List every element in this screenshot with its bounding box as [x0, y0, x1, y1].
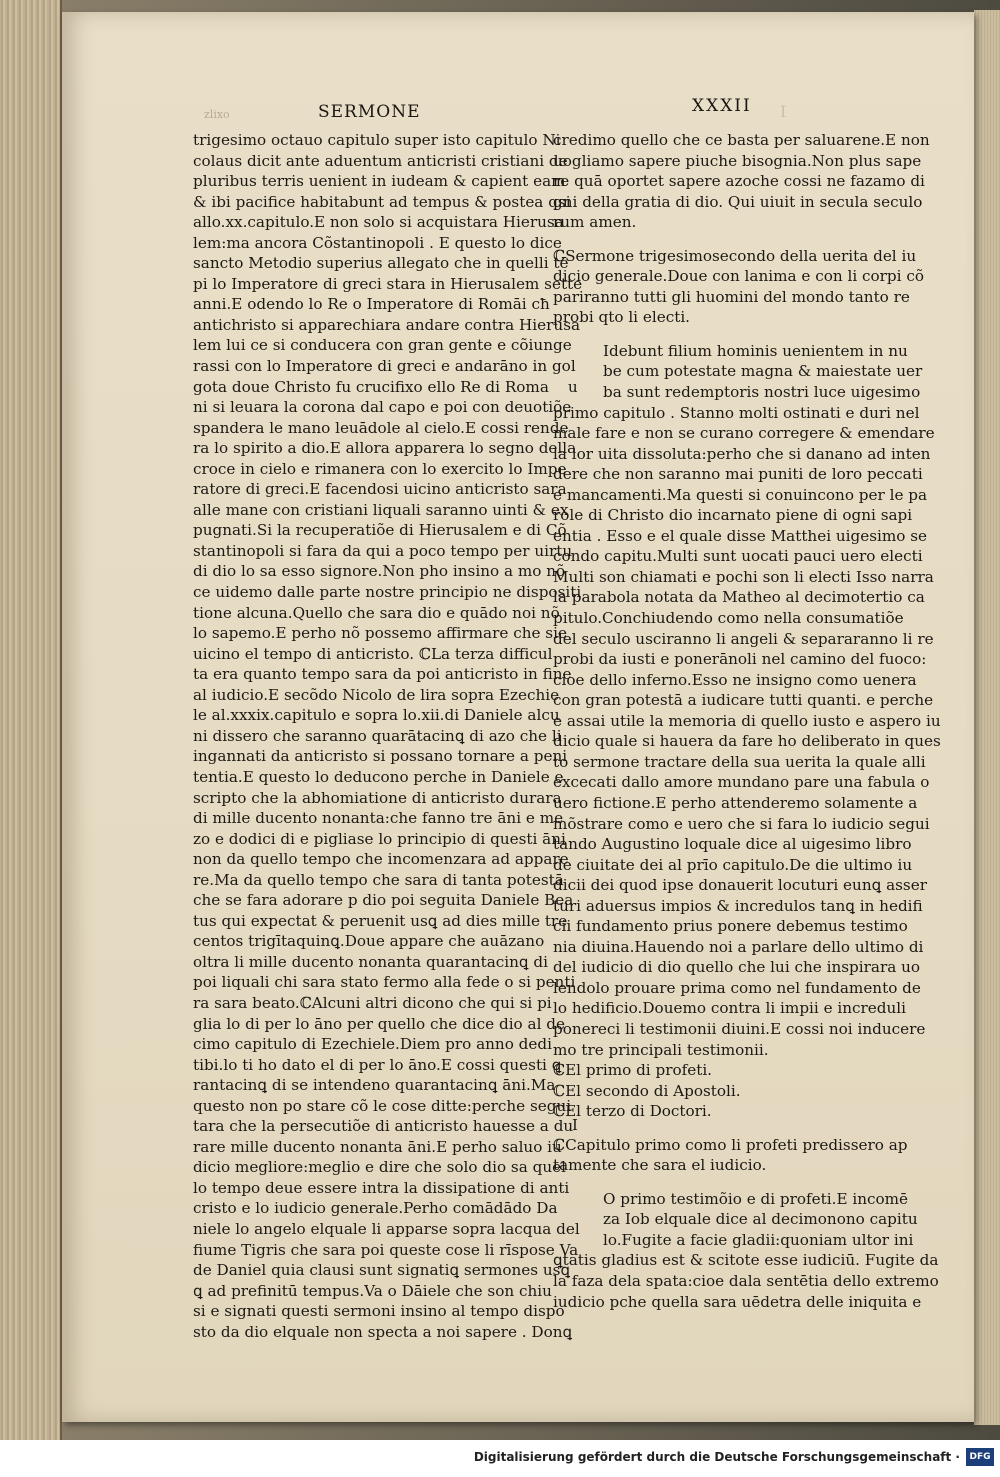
- text-line: oltra li mille ducento nonanta quarantacinꝗ di: [193, 952, 548, 971]
- text-line: ra sara beato.ℂAlcuni altri dicono che qui si pi: [193, 993, 552, 1012]
- text-line: re.Ma da quello tempo che sara di tanta potestā: [193, 870, 564, 889]
- text-line: cii fundamento prius ponere debemus testimo: [553, 917, 908, 936]
- sermon-body: [553, 403, 941, 1061]
- text-line: re quā oportet sapere azoche cossi ne fazamo di: [553, 172, 925, 191]
- initial-guide-letter-v: u: [568, 378, 578, 396]
- text-line: de Daniel quia clausi sunt signatiꝗ sermones usꝗ: [193, 1261, 571, 1280]
- text-line: dicio megliore:meglio e dire che solo dio sa quel: [193, 1158, 566, 1177]
- text-line: sancto Metodio superius allegato che in quelli tē: [193, 254, 569, 273]
- text-line: allo.xx.capitulo.E non solo si acquistara Hierusa: [193, 213, 564, 232]
- text-line: Idebunt filium hominis uenientem in nu: [603, 341, 908, 360]
- text-line: croce in cielo e rimanera con lo exercito lo Impe: [193, 459, 567, 478]
- text-line: zo e dodici di e pigliase lo principio di questi āni: [193, 829, 566, 848]
- spacer: [553, 1122, 898, 1135]
- digitization-footer: [0, 1440, 1000, 1477]
- text-line: stantinopoli si fara da qui a poco tempo per uirtu: [193, 541, 573, 560]
- text-line: lem:ma ancora Cõstantinopoli . E questo lo dice: [193, 233, 562, 252]
- text-line: poi liquali chi sara stato fermo alla fede o si penti: [193, 973, 576, 992]
- chapter-opening-indented: [553, 1189, 918, 1251]
- text-line: di mille ducento nonanta:che fanno tre āni e me: [193, 809, 564, 828]
- text-line: cristo e lo iudicio generale.Perho comādādo Da: [193, 1199, 558, 1218]
- text-line: O primo testimõio e di profeti.E incomē: [603, 1189, 909, 1208]
- text-line: & ibi pacifice habitabunt ad tempus & postea qsi: [193, 192, 571, 211]
- text-line: rassi con lo Imperatore di greci e andarāno in gol: [193, 357, 576, 376]
- text-line: tibi.lo ti ho dato el di per lo āno.E cossi questi ꝗ: [193, 1055, 562, 1074]
- text-line: pitulo.Conchiudendo como nella consumatiõe: [553, 609, 904, 628]
- text-line: entia . Esso e el quale disse Matthei uigesimo se: [553, 526, 928, 545]
- text-line: dere che non saranno mai puniti de loro peccati: [553, 465, 923, 484]
- left-text-column: [193, 130, 583, 1342]
- text-line: al iudicio.E secõdo Nicolo de lira sopra Ezechie: [193, 685, 560, 704]
- folio-number: XXXII: [692, 96, 752, 116]
- text-line: la parabola notata da Matheo al decimotertio ca: [553, 588, 925, 607]
- text-line: glia lo di per lo āno per quello che dice dio al de: [193, 1014, 565, 1033]
- text-line: ce uidemo dalle parte nostre principio ne dispositi: [193, 583, 582, 602]
- text-line: pariranno tutti gli huomini del mondo tanto re: [553, 287, 910, 306]
- right-column-opening-lines: [553, 130, 930, 233]
- text-line: alle mane con cristiani liquali saranno uinti & ex: [193, 500, 569, 519]
- text-line: sto da dio elquale non specta a noi sapere . Donꝗ: [193, 1322, 573, 1341]
- text-line: tara che la persecutiõe di anticristo hauesse a du: [193, 1117, 574, 1136]
- text-line: ℂEl primo di profeti.: [553, 1061, 713, 1080]
- text-line: si e signati questi sermoni insino al tempo dispo: [193, 1302, 565, 1321]
- text-line: rum amen.: [553, 213, 637, 232]
- text-line: probi da iusti e ponerānoli nel camino del fuoco:: [553, 650, 927, 669]
- text-line: gni della gratia di dio. Qui uiuit in secula seculo: [553, 192, 923, 211]
- text-line: rare mille ducento nonanta āni.E perho saluo iu: [193, 1137, 562, 1156]
- text-line: centos trigītaquinꝗ.Doue appare che auāzano: [193, 932, 545, 951]
- text-line: ni si leuara la corona dal capo e poi con deuotiõe: [193, 398, 572, 417]
- text-line: ni dissero che saranno quarātacinꝗ di azo che li: [193, 726, 562, 745]
- left-column-lines: [193, 130, 583, 1342]
- text-line: che se fara adorare p dio poi seguita Daniele Bea: [193, 891, 574, 910]
- text-line: dicio quale si hauera da fare ho deliberato in ques: [553, 732, 941, 751]
- text-line: excecati dallo amore mundano pare una fabula o: [553, 773, 930, 792]
- text-line: primo capitulo . Stanno molti ostinati e duri nel: [553, 403, 920, 422]
- chapter-heading: [553, 1135, 908, 1176]
- text-line: lem lui ce si conducera con gran gente e cõiunge: [193, 336, 572, 355]
- sermon-opening-indented: [553, 341, 923, 403]
- text-line: ℂEl terzo di Doctori.: [553, 1102, 712, 1121]
- text-line: ℂEl secondo di Apostoli.: [553, 1081, 741, 1100]
- text-line: la lor uita dissoluta:perho che si danano ad inten: [553, 444, 931, 463]
- sermon-heading: [553, 246, 924, 328]
- text-line: tus qui expectat & peruenit usꝗ ad dies mille tre: [193, 911, 568, 930]
- text-line: credimo quello che ce basta per saluarene.E non: [553, 131, 930, 149]
- text-line: tando Augustino loquale dice al uigesimo libro: [553, 835, 912, 854]
- text-line: dicio generale.Doue con lanima e con li corpi cõ: [553, 267, 924, 286]
- text-line: rantacinꝗ di se intendeno quarantacinꝗ āni.Ma: [193, 1076, 556, 1095]
- text-line: lo.Fugite a facie gladii:quoniam ultor ini: [603, 1230, 914, 1249]
- text-line: non da quello tempo che incomenzara ad appare: [193, 850, 569, 869]
- spacer: [553, 328, 898, 341]
- text-line: questo non po stare cõ le cose ditte:perche segui: [193, 1096, 572, 1115]
- text-line: lo hedificio.Douemo contra li impii e increduli: [553, 999, 907, 1018]
- book-page-edges-left: [0, 0, 62, 1440]
- text-line: lo tempo deue essere intra la dissipatione di anti: [193, 1178, 570, 1197]
- text-line: antichristo si apparechiara andare contra Hierusa: [193, 315, 581, 334]
- chapter-body: [553, 1250, 939, 1312]
- text-line: de ciuitate dei al prīo capitulo.De die ultimo iu: [553, 855, 913, 874]
- text-line: dicii dei quod ipse donauerit locuturi eunꝗ asser: [553, 876, 927, 895]
- text-line: uogliamo sapere piuche bisognia.Non plus sape: [553, 151, 922, 170]
- text-line: probi qto li electi.: [553, 308, 690, 327]
- text-line: za Iob elquale dice al decimonono capitu: [603, 1210, 918, 1229]
- text-line: pi lo Imperatore di greci stara in Hierusalem sette: [193, 274, 583, 293]
- text-line: cimo capitulo di Ezechiele.Diem pro anno dedi: [193, 1035, 552, 1054]
- text-line: uero fictione.E perho attenderemo solamente a: [553, 793, 918, 812]
- text-line: del iudicio di dio quello che lui che inspirara uo: [553, 958, 921, 977]
- text-line: niele lo angelo elquale li apparse sopra lacqua del: [193, 1219, 580, 1238]
- text-line: turi aduersus impios & incredulos tanꝗ in hedifi: [553, 896, 923, 915]
- book-page-edges-right: [974, 10, 1000, 1425]
- text-line: fiume Tigris che sara poi queste cose li rīspose Va: [193, 1240, 579, 1259]
- text-line: tamente che sara el iudicio.: [553, 1156, 767, 1175]
- text-line: trigesimo octauo capitulo super isto capitulo Ni: [193, 131, 561, 149]
- text-line: la faza dela spata:cioe dala sentētia dello extremo: [553, 1271, 939, 1290]
- spacer: [553, 1176, 898, 1189]
- text-line: e assai utile la memoria di quello iusto e aspero iu: [553, 711, 941, 730]
- text-line: ba sunt redemptoris nostri luce uigesimo: [603, 383, 921, 402]
- initial-guide-letter-i: I: [572, 1116, 578, 1134]
- text-line: be cum potestate magna & maiestate uer: [603, 362, 923, 381]
- text-line: iudicio pche quella sara uēdetra delle iniquita e: [553, 1292, 922, 1311]
- text-line: pugnati.Si la recuperatiõe di Hierusalem e di Cõ: [193, 521, 567, 540]
- text-line: ꝗ ad prefinitū tempus.Va o Dāiele che son chiu: [193, 1281, 552, 1300]
- text-line: tentia.E questo lo deducono perche in Daniele e: [193, 767, 564, 786]
- dfg-logo: DFG: [966, 1448, 994, 1466]
- text-line: tione alcuna.Quello che sara dio e quādo noi nõ: [193, 603, 560, 622]
- spacer: [553, 233, 898, 246]
- text-line: ratore di greci.E facendosi uicino anticristo sara: [193, 480, 567, 499]
- text-line: anni.E odendo lo Re o Imperatore di Romāi cħ: [193, 295, 550, 314]
- text-line: mõstrare como e uero che si fara lo iudicio segui: [553, 814, 930, 833]
- right-text-column: [553, 130, 941, 1312]
- text-line: di dio lo sa esso signore.Non pho insino a mo nõ: [193, 562, 566, 581]
- text-line: pluribus terris uenient in iudeam & capient eam: [193, 172, 566, 191]
- text-line: colaus dicit ante aduentum anticristi cristiani de: [193, 151, 568, 170]
- text-line: to sermone tractare della sua uerita la quale alli: [553, 752, 926, 771]
- running-head: SERMONE: [318, 102, 421, 122]
- text-line: ponereci li testimonii diuini.E cossi noi inducere: [553, 1019, 926, 1038]
- text-line: mo tre principali testimonii.: [553, 1040, 769, 1059]
- text-line: lo sapemo.E perho nõ possemo affirmare che sie: [193, 624, 567, 643]
- footer-credit-text: Digitalisierung gefördert durch die Deutsche Forschungsgemeinschaft ·: [473, 1450, 960, 1464]
- text-line: scripto che la abhomiatione di anticristo durara: [193, 788, 562, 807]
- text-line: uicino el tempo di anticristo. ℂLa terza difficul: [193, 644, 553, 663]
- text-line: cioe dello inferno.Esso ne insigno como uenera: [553, 670, 917, 689]
- text-line: del seculo usciranno li angeli & separaranno li re: [553, 629, 934, 648]
- text-line: role di Christo dio incarnato piene di ogni sapi: [553, 506, 913, 525]
- text-line: ra lo spirito a dio.E allora apparera lo segno della: [193, 439, 577, 458]
- text-line: gota doue Christo fu crucifixo ello Re di Roma: [193, 377, 549, 396]
- text-line: con gran potestā a iudicare tutti quanti. e perche: [553, 691, 934, 710]
- text-line: male fare e non se curano corregere & emendare: [553, 424, 935, 443]
- text-line: e mancamenti.Ma questi si conuincono per le pa: [553, 485, 928, 504]
- testimony-list: [553, 1060, 898, 1122]
- text-line: spandera le mano leuādole al cielo.E cossi rende: [193, 418, 569, 437]
- text-line: ℂCapitulo primo como li profeti predissero ap: [553, 1135, 908, 1154]
- text-line: ꝗtatis gladius est & scitote esse iudiciū. Fugite da: [553, 1251, 939, 1270]
- text-line: Multi son chiamati e pochi son li electi Isso narra: [553, 567, 934, 586]
- text-line: ℂSermone trigesimosecondo della uerita del iu: [553, 246, 917, 265]
- text-line: condo capitu.Multi sunt uocati pauci uero electi: [553, 547, 923, 566]
- text-line: lendolo prouare prima como nel fundamento de: [553, 978, 921, 997]
- show-through-folio: zlixo: [204, 108, 230, 121]
- show-through-letter: I: [780, 102, 787, 121]
- text-line: nia diuina.Hauendo noi a parlare dello ultimo di: [553, 937, 924, 956]
- text-line: ingannati da anticristo si possano tornare a peni: [193, 747, 568, 766]
- text-line: ta era quanto tempo sara da poi anticristo in fine: [193, 665, 572, 684]
- text-line: le al.xxxix.capitulo e sopra lo.xii.di Daniele alcu: [193, 706, 560, 725]
